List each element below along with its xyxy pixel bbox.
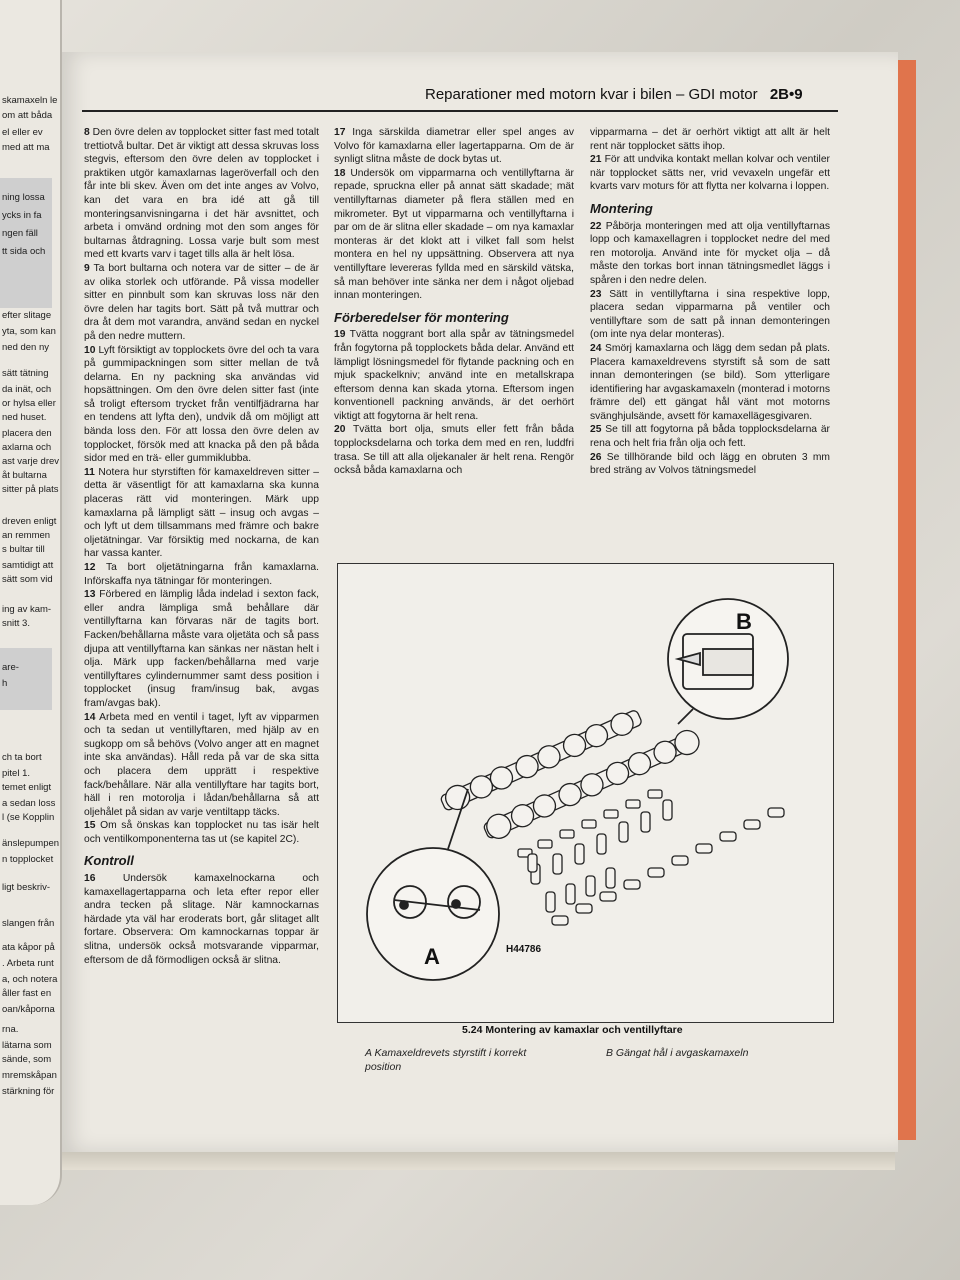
left-page-shaded-box bbox=[0, 648, 52, 710]
section-heading-forberedelser: Förberedelser för montering bbox=[334, 309, 509, 325]
paragraph-number: 23 bbox=[590, 288, 602, 300]
paragraph-text: Se till att fogytorna på båda topplocksdelarna är rena och helt fria från olja och fett. bbox=[590, 424, 830, 450]
left-page-text-fragment: snitt 3. bbox=[2, 618, 30, 629]
paragraph bbox=[334, 167, 574, 303]
camshaft-illustration bbox=[338, 564, 833, 1022]
paragraph-text: Tvätta bort olja, smuts eller fett från båda topplocksdelarna och torka dem med en ren, luddfri trasa. Se till att alla oljekanaler är helt rena. Rengör också båda kamaxlarna och bbox=[334, 424, 574, 477]
left-page-text-fragment: axlarna och bbox=[2, 442, 52, 453]
left-page-text-fragment: temet enligt bbox=[2, 782, 52, 793]
paragraph-number: 24 bbox=[590, 342, 602, 354]
figure-5-24 bbox=[337, 563, 834, 1023]
left-page-text-fragment: om att båda bbox=[2, 110, 53, 121]
left-page-text-fragment: ned den ny bbox=[2, 342, 50, 353]
figure-code: H44786 bbox=[506, 944, 542, 955]
left-page-text-fragment: ned huset. bbox=[2, 412, 47, 423]
left-page-text-fragment: ligt beskriv- bbox=[2, 882, 51, 893]
left-page-text-fragment: åller fast en bbox=[2, 988, 52, 999]
paragraph-text: Arbeta med en ventil i taget, lyft av vipparmen och ta sedan ut ventillyftaren, med hjälp av en sugkopp om så behövs (Volvo anger att en magnet inte ska användas). Håll reda på var de ska sitta och placera dem upprätt i respektive fack/behållare. När alla ventillyftare har tagits bort, häll i ren motorolja i lådan/behållarna så att oljehålet på sidan av varje ventiltapp täcks. bbox=[84, 711, 320, 818]
paragraph-number: 14 bbox=[84, 711, 96, 723]
left-page-text-fragment: yta, som kan bbox=[2, 326, 56, 337]
paragraph-text: Smörj kamaxlarna och lägg dem sedan på plats. Placera kamaxeldrevens styrstift så som de satt innan demonteringen (se bild). Som ytterligare identifiering har avgaskamaxeln (monterad i motorns främre del) ett gängat hål vänt mot motorns svänghjulsände, avsett för kamaxellägesgivaren. bbox=[590, 342, 830, 422]
left-page-text-fragment: h bbox=[2, 678, 8, 689]
running-header bbox=[425, 86, 803, 103]
left-page-text-fragment: lätarna som bbox=[2, 1040, 52, 1051]
left-page-text-fragment: a sedan loss bbox=[2, 798, 56, 809]
left-page-text-fragment: änslepumpen bbox=[2, 838, 60, 849]
header-page-ref: 2B•9 bbox=[769, 86, 803, 103]
paragraph-text: Lyft försiktigt av topplockets övre del och ta vara på gummipackningen som sitter mellan de två delarna. En ny packning ska användas vid hopsättningen. Om den övre delen sitter fast (inte så troligt eftersom trycket från ventilfjädrarna har en tendens att lyfta den), undvik då om möjligt att bända loss den. För att lossa den övre delen av topplocket, försök med att knacka på den på båda sidor med en trä- eller gummiklubba. bbox=[84, 344, 319, 465]
paragraph-text: Förbered en lämplig låda indelad i sexton fack, eller andra lämpliga små behållare där ventillyftarna kan förvaras när de tagits bort. Facken/behållarna måste vara oljetäta och så pass djupa att ventillyftarna kan sänkas ner nästan helt i olja. Märk upp facken/behållarna med varje ventillyftares cylindernummer samt dess position i topplocket (insug fram/insug bak, avgas fram/avgas bak). bbox=[84, 589, 319, 709]
paragraph bbox=[84, 588, 319, 710]
paragraph bbox=[590, 423, 830, 450]
left-page-text-fragment: are- bbox=[2, 662, 19, 673]
paragraph bbox=[84, 262, 319, 344]
left-page-text-fragment: ata kåpor på bbox=[2, 942, 55, 953]
paragraph-text: Undersök kamaxelnockarna och kamaxellagertapparna och leta efter repor eller andra tecken på slitage. När kamnockarnas härdade yta väl har eroderats bort, går slitaget allt fortare. Observera: Om kamnockarnas toppar är slitna, undersök också motsvarande vipparmar, eftersom de då förmodligen också är slitna. bbox=[84, 873, 319, 966]
left-page-text-fragment: med att ma bbox=[2, 142, 50, 153]
paragraph-text: Undersök om vipparmarna och ventillyftarna är repade, spruckna eller på annat sätt skadade; mät ventillyftarnas diameter på flera ställen med en mikrometer. Byt ut vipparmarna och ventillyftarna i par om de är slitna eller skadade – om nya kamaxlar monteras är det klokt att i vilket fall som helst montera en hel ny uppsättning. Observera att nya ventillyftare levereras fyllda med en särskild vätska, så man behöver inte sänka ner dem i något oljebad innan monteringen. bbox=[334, 167, 574, 302]
paragraph bbox=[590, 153, 830, 194]
left-page-text-fragment: ch ta bort bbox=[2, 752, 42, 763]
label-a: A bbox=[424, 944, 440, 969]
left-page-text-fragment: oan/kåporna bbox=[2, 1004, 55, 1015]
paragraph bbox=[590, 288, 830, 342]
left-page-text-fragment: samtidigt att bbox=[2, 560, 54, 571]
left-page-text-fragment: l (se Kopplin bbox=[2, 812, 55, 823]
paragraph-number: 18 bbox=[334, 167, 346, 179]
left-page-text-fragment: . Arbeta runt bbox=[2, 958, 54, 969]
left-page-text-fragment: ycks in fa bbox=[2, 210, 42, 221]
left-page-text-fragment: efter slitage bbox=[2, 310, 52, 321]
left-page-text-fragment: åt bultarna bbox=[2, 470, 47, 481]
left-page-text-fragment: or hylsa eller bbox=[2, 398, 56, 409]
paragraph bbox=[84, 819, 319, 846]
label-b: B bbox=[736, 609, 752, 634]
paragraph bbox=[84, 126, 319, 262]
paragraph-text: Notera hur styrstiften för kamaxeldreven sitter – detta är väsentligt för att kamaxlarna ska kunna placeras rätt vid monteringen. Märk upp kamaxlarna på lämpligt sätt – insug och avgas – och lyft ut dem tillsammans med främre och bakre oljetätningar. Var försiktig med nockarna, de kan har vassa kanter. bbox=[84, 466, 319, 560]
left-page-text-fragment: a, och notera bbox=[2, 974, 58, 985]
paragraph-number: 9 bbox=[84, 262, 90, 274]
left-page-text-fragment: an remmen bbox=[2, 530, 51, 541]
left-page-text-fragment: slangen från bbox=[2, 918, 55, 929]
paragraph bbox=[84, 344, 319, 466]
paragraph-number: 21 bbox=[590, 154, 602, 166]
paragraph-text: Påbörja monteringen med att olja ventillyftarnas lopp och kamaxellagren i topplocket nedre del med ren motorolja. Använd inte för mycket olja – då måste den torkas bort innan tätningsmedlet läggs i spåren i den nedre delen. bbox=[590, 220, 830, 286]
left-page-text-fragment: mremskåpan bbox=[2, 1070, 57, 1081]
paragraph-number: 11 bbox=[84, 466, 95, 478]
detail-circle-b bbox=[668, 599, 788, 724]
paragraph-text: Se tillhörande bild och lägg en obruten 3 mm bred sträng av Volvos tätningsmedel bbox=[590, 451, 830, 477]
left-page bbox=[0, 0, 62, 1205]
section-heading-kontroll: Kontroll bbox=[84, 853, 134, 869]
column-1 bbox=[84, 126, 319, 967]
left-page-text-fragment: ning lossa bbox=[2, 192, 45, 203]
paragraph-number: 12 bbox=[84, 562, 96, 573]
header-title: Reparationer med motorn kvar i bilen – GDI motor bbox=[425, 86, 758, 103]
paragraph-text: vipparmarna – det är oerhört viktigt att allt är helt rent när topplocket sätts ihop. bbox=[590, 127, 830, 152]
paragraph bbox=[334, 423, 574, 477]
paragraph bbox=[590, 220, 830, 288]
left-page-text-fragment: dreven enligt bbox=[2, 516, 57, 527]
left-page-text-fragment: n topplocket bbox=[2, 854, 54, 865]
column-3 bbox=[590, 126, 830, 478]
paragraph bbox=[84, 466, 319, 561]
left-page-text-fragment: el eller ev bbox=[2, 127, 43, 138]
left-page-text-fragment: stärkning för bbox=[2, 1086, 55, 1097]
paragraph-text: Ta bort bultarna och notera var de sitter – de är av olika storlek och utförande. På vissa modeller sitter en pinnbult som kan skruvas loss när den övre delen har tagits bort. Sätt på två muttrar och dra åt dem mot varandra, använd sedan en nyckel på den nedre muttern. bbox=[84, 262, 319, 342]
legend-a: A Kamaxeldrevets styrstift i korrekt position bbox=[365, 1047, 527, 1073]
paragraph-text: Ta bort oljetätningarna från kamaxlarna. Införskaffa nya tätningar för monteringen. bbox=[84, 562, 319, 587]
paragraph-text: För att undvika kontakt mellan kolvar och ventiler när topplocket sätts ner, vrid vevaxeln ungefär ett kvarts varv moturs för att flytta ner kolvarna i loppen. bbox=[590, 154, 830, 193]
legend-b: B Gängat hål i avgaskamaxeln bbox=[606, 1047, 749, 1059]
left-page-text-fragment: sände, som bbox=[2, 1054, 52, 1065]
column-2 bbox=[334, 126, 574, 478]
paragraph-number: 26 bbox=[590, 451, 602, 463]
paragraph-number: 19 bbox=[334, 329, 346, 341]
paragraph bbox=[334, 126, 574, 167]
paragraph-number: 17 bbox=[334, 127, 346, 138]
left-page-text-fragment: ngen fäll bbox=[2, 228, 38, 239]
section-heading-montering: Montering bbox=[590, 200, 653, 216]
left-page-text-fragment: rna. bbox=[2, 1024, 19, 1035]
left-page-text-fragment: sitter på plats bbox=[2, 484, 59, 495]
left-page-text-fragment: sätt som vid bbox=[2, 574, 53, 585]
left-page-text-fragment: ast varje drev bbox=[2, 456, 60, 467]
left-page-text-fragment: ing av kam- bbox=[2, 604, 52, 615]
paragraph-number: 16 bbox=[84, 873, 96, 885]
left-page-text-fragment: tt sida och bbox=[2, 246, 46, 257]
paragraph bbox=[590, 342, 830, 424]
paragraph-number: 13 bbox=[84, 589, 96, 601]
paragraph-number: 10 bbox=[84, 344, 96, 356]
paragraph-number: 8 bbox=[84, 127, 90, 138]
paragraph-number: 22 bbox=[590, 220, 602, 232]
left-page-text-fragment: skamaxeln le bbox=[2, 95, 58, 106]
header-rule bbox=[82, 110, 838, 112]
paragraph-number: 25 bbox=[590, 424, 602, 436]
paragraph bbox=[334, 328, 574, 423]
left-page-text-fragment: pitel 1. bbox=[2, 768, 30, 779]
page-stack-edge bbox=[55, 1150, 895, 1170]
paragraph-text: Den övre delen av topplocket sitter fast med totalt trettiotvå bultar. Det är viktigt att dessa skruvas loss stegvis, eftersom den övre delen av topplocket i praktiken utgör kamaxlarnas lageröverfall och den får inte bli skev. Även om det inte anges av Volvo, kan det vara en bra idé att gå till monteringsanvisningarna i det här avsnittet, och arbeta i omvänd ordning mot den som anges för bultarnas åtdragning. Lossa varje bult som mest med ett kvarts varv i taget tills alla är helt lösa. bbox=[84, 127, 319, 261]
paragraph bbox=[84, 711, 319, 820]
left-page-text-fragment: placera den bbox=[2, 428, 52, 439]
left-page-text-fragment: s bultar till bbox=[2, 544, 45, 555]
paragraph-text: Sätt in ventillyftarna i sina respektive lopp, placera sedan vipparmarna på ventiler och ventillyftare som de satt på innan demonteringen (om inte nya delar monteras). bbox=[590, 288, 830, 341]
paragraph-text: Inga särskilda diametrar eller spel anges av Volvo för kamaxlarna eller lagertapparna. Om de är synligt slitna måste de dock bytas ut. bbox=[334, 127, 574, 166]
paragraph bbox=[84, 561, 319, 588]
paragraph bbox=[590, 126, 830, 153]
paragraph-number: 15 bbox=[84, 820, 96, 832]
paragraph bbox=[84, 872, 319, 967]
left-page-text-fragment: da inät, och bbox=[2, 384, 52, 395]
paragraph-text: Om så önskas kan topplocket nu tas isär helt och ventilkomponenterna tas ut (se kapitel 2C). bbox=[84, 820, 319, 845]
paragraph-text: Tvätta noggrant bort alla spår av tätningsmedel från fogytorna på topplockets båda delar. Använd ett lämpligt lösningsmedel för flytande packning och en mjuk spackelkniv; använd inte en metallskrapa eftersom denna kan skada ytorna. Eftersom ingen konventionell packning används, är det oerhört viktigt att fogytorna är helt rena. bbox=[334, 329, 574, 422]
paragraph-number: 20 bbox=[334, 424, 346, 436]
paragraph bbox=[590, 451, 830, 478]
left-page-text-fragment: sätt tätning bbox=[2, 368, 49, 379]
figure-caption: 5.24 Montering av kamaxlar och ventillyftare bbox=[462, 1024, 683, 1036]
